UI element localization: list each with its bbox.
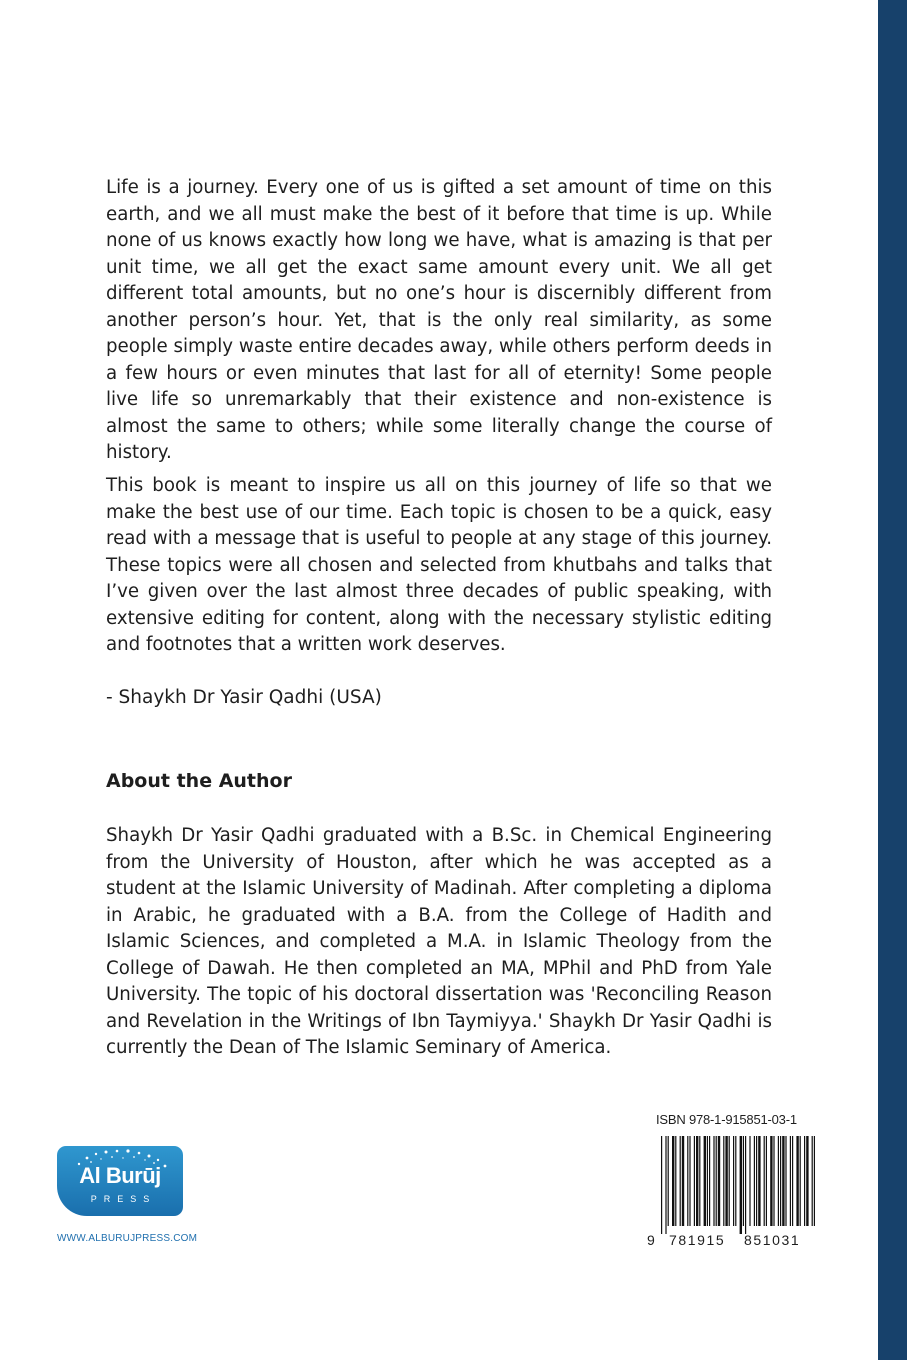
barcode-bar bbox=[792, 1136, 793, 1226]
barcode-bar bbox=[764, 1136, 765, 1226]
blurb-paragraph-2: This book is meant to inspire us all on this journey of life so that we make the best use of our time. Each topic is chosen to be a quick, easy read with a message that is useful to people at any stage of this journey. These topics were all chosen and selected from khutbahs and talks that I’ve given over the last almost three decades of public speaking, with extensive editing for content, along with the necessary stylistic editing and footnotes that a written work deserves. bbox=[106, 475, 772, 655]
barcode-bar bbox=[806, 1136, 808, 1226]
barcode-bar bbox=[718, 1136, 720, 1226]
isbn-label: ISBN 978-1-915851-03-1 bbox=[656, 1112, 797, 1127]
about-author-body: Shaykh Dr Yasir Qadhi graduated with a B.Sc. in Chemical Engineering from the University of Houston, after which he was accepted as a student at the Islamic University of Madinah. After completing a diploma in Arabic, he graduated with a B.A. from the College of Hadith and Islamic Sciences, and completed a M.A. in Islamic Theology from the College of Dawah. He then completed an MA, MPhil and PhD from Yale University. The topic of his doctoral dissertation was 'Reconciling Reason and Revelation in the Writings of Ibn Taymiyya.' Shaykh Dr Yasir Qadhi is currently the Dean of The Islamic Seminary of America. bbox=[106, 825, 772, 1058]
blurb-paragraph-1: Life is a journey. Every one of us is gifted a set amount of time on this earth, and we all must make the best of it before that time is up. While none of us knows exactly how long we have, what is amazing is that per unit time, we all get the exact same amount every unit. We all get different total amounts, but no one’s hour is discernibly different from another person’s hour. Yet, that is the only real similarity, as some people simply waste entire decades away, while others perform deeds in a few hours or even minutes that last for all of eternity! Some people live life so unremarkably that their existence and non-existence is almost the same to others; while some literally change the course of history. bbox=[106, 177, 772, 463]
barcode-bar bbox=[687, 1136, 688, 1226]
barcode-bar bbox=[796, 1136, 798, 1226]
barcode-bar bbox=[672, 1136, 674, 1226]
barcode-bar bbox=[754, 1136, 755, 1226]
isbn-barcode bbox=[647, 1112, 822, 1250]
barcode-bar bbox=[773, 1136, 774, 1226]
barcode-bar bbox=[749, 1136, 750, 1226]
barcode-bar bbox=[699, 1136, 700, 1226]
barcode-bar bbox=[766, 1136, 767, 1226]
barcode-bar bbox=[696, 1136, 698, 1226]
logo-name: Al Burūj bbox=[79, 1163, 161, 1188]
barcode-bar bbox=[716, 1136, 717, 1226]
barcode-bar bbox=[729, 1136, 730, 1226]
barcode-bar bbox=[707, 1136, 708, 1226]
barcode-icon bbox=[647, 1132, 822, 1250]
book-spine-edge bbox=[878, 0, 907, 1360]
blurb-attribution: - Shaykh Dr Yasir Qadhi (USA) bbox=[106, 687, 382, 708]
barcode-bar bbox=[713, 1136, 714, 1226]
barcode-bar bbox=[689, 1136, 690, 1226]
barcode-bar bbox=[704, 1136, 706, 1226]
barcode-bar bbox=[694, 1136, 695, 1226]
barcode-bar bbox=[782, 1136, 784, 1226]
publisher-logo bbox=[57, 1146, 183, 1216]
barcode-bar bbox=[723, 1136, 724, 1226]
barcode-bar bbox=[756, 1136, 757, 1226]
barcode-bar bbox=[743, 1136, 744, 1226]
logo-subtitle: PRESS bbox=[90, 1194, 157, 1204]
barcode-bar bbox=[740, 1136, 742, 1234]
barcode-bar bbox=[733, 1136, 734, 1226]
barcode-left-digits: 781915 bbox=[669, 1232, 726, 1248]
barcode-bar bbox=[814, 1136, 815, 1226]
barcode-bar bbox=[675, 1136, 676, 1226]
barcode-bar bbox=[668, 1136, 669, 1226]
barcode-bar bbox=[812, 1136, 813, 1226]
barcode-right-digits: 851031 bbox=[744, 1232, 801, 1248]
barcode-bar bbox=[770, 1136, 772, 1226]
barcode-bar bbox=[745, 1136, 746, 1234]
barcode-bar bbox=[785, 1136, 786, 1226]
barcode-bar bbox=[778, 1136, 779, 1226]
about-author-heading: About the Author bbox=[106, 770, 292, 792]
barcode-bar bbox=[758, 1136, 760, 1226]
barcode-bar bbox=[665, 1136, 666, 1234]
barcode-bar bbox=[682, 1136, 684, 1226]
barcode-first-digit: 9 bbox=[647, 1232, 655, 1248]
barcode-bar bbox=[804, 1136, 805, 1226]
barcode-bar bbox=[735, 1136, 736, 1226]
barcode-bar bbox=[661, 1136, 662, 1234]
barcode-bar bbox=[800, 1136, 801, 1226]
publisher-website: WWW.ALBURUJPRESS.COM bbox=[57, 1233, 198, 1244]
barcode-bar bbox=[709, 1136, 710, 1226]
barcode-bar bbox=[790, 1136, 791, 1226]
barcode-bar bbox=[725, 1136, 727, 1226]
barcode-bar bbox=[780, 1136, 781, 1226]
barcode-bar bbox=[680, 1136, 681, 1226]
